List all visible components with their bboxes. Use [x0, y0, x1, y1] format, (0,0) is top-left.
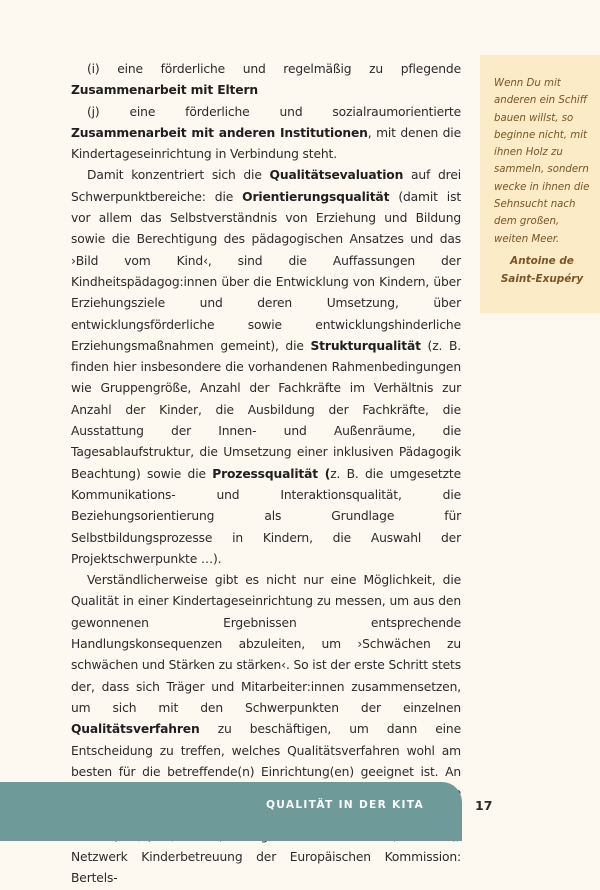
paragraph-qualitaetsevaluation [71, 165, 461, 570]
text-run: Verständlicherweise gibt es nicht nur eine Möglichkeit, die Qualität in einer Kindertageseinrichtung zu messen, um aus den gewonnenen Ergebnissen entsprechende Handlungskonsequenzen abzuleiten, um ›Schwächen zu schwächen und Stärken zu stärken‹. So ist der erste Schritt stets der, dass sich Träger und Mitarbeiter:innen zusammensetzen, um sich mit den Schwerpunkten der einzelnen [71, 573, 461, 715]
text-run: (z. B. finden hier insbesondere die vorhandenen Rahmenbedingungen wie Gruppengröße, Anzahl der Fachkräfte im Verhältnis zur Anzahl der Kinder, die Ausbildung der Fachkräfte, die Ausstattung der Innen- und Außenräume, die Tagesablaufstruktur, die Umsetzung einer inklusiven Pädagogik Beachtung) sowie die [71, 338, 461, 481]
paragraph-j [71, 102, 461, 166]
body-text [71, 59, 461, 890]
page-number: 17 [475, 798, 493, 813]
text-run: auf drei Schwerpunktbereiche: die [71, 168, 461, 204]
text-run: Damit konzentriert sich die [87, 168, 270, 183]
bold-term: Qualitätsverfahren [71, 722, 200, 737]
paragraph-i [71, 59, 461, 102]
text-run: zu beschäftigen, um dann eine Entscheidung zu treffen, welches Qualitätsverfahren wohl am besten für die betreffende(n) Einrichtung(en) geeignet ist. An [71, 722, 461, 779]
quote-author: Antoine de Saint-Exupéry [500, 254, 584, 285]
bold-term: Orientierungsqualität [242, 189, 390, 204]
text-run: Netzwerk Kinderbetreuung der Europäischen Kommission: Bertels- [71, 849, 461, 886]
bold-term: Qualitätsevaluation [269, 168, 404, 183]
text-run: , mit denen die Kindertageseinrichtung in Verbindung steht. [71, 125, 461, 162]
quote-text: Wenn Du mit anderen ein Schiff bauen willst, so beginne nicht, mit ihnen Holz zu sammeln, sondern wecke in ihnen die Sehnsucht nach dem großen, weiten Meer. [494, 78, 590, 245]
text-run: z. B. die umgesetzte Kommunikations- und Interaktionsqualität, die Beziehungsorientierung als Grundlage für Selbstbildungsprozesse in Kindern, die Auswahl der Projektschwerpunkte …). [71, 466, 461, 566]
text-run: (damit ist vor allem das Selbstverständnis von Erziehung und Bildung sowie die Berechtigung des pädagogischen Ansatzes und das ›Bild vom Kind‹, sind die Auffassungen der Kindheitspädagog:innen über die Entwicklung von Kindern, über Erziehungsziele und deren Umsetzung, über entwicklungsförderliche sowie entwicklungshinderliche Erziehungsmaßnahmen gemeint), die [71, 189, 461, 353]
bold-term: Zusammenarbeit mit Eltern [71, 83, 258, 98]
bold-term: Strukturqualität [310, 338, 421, 353]
text-run: (j) eine förderliche und sozialraumorientierte [87, 104, 461, 119]
footer-title: QUALITÄT IN DER KITA [266, 799, 424, 811]
footer-band [0, 782, 462, 841]
bold-term: Zusammenarbeit mit anderen Institutionen [71, 125, 368, 140]
text-run: (i) eine förderliche und regelmäßig zu pflegende [87, 62, 461, 76]
bold-term: Prozessqualität ( [212, 466, 331, 481]
quote-sidebar [480, 55, 600, 313]
